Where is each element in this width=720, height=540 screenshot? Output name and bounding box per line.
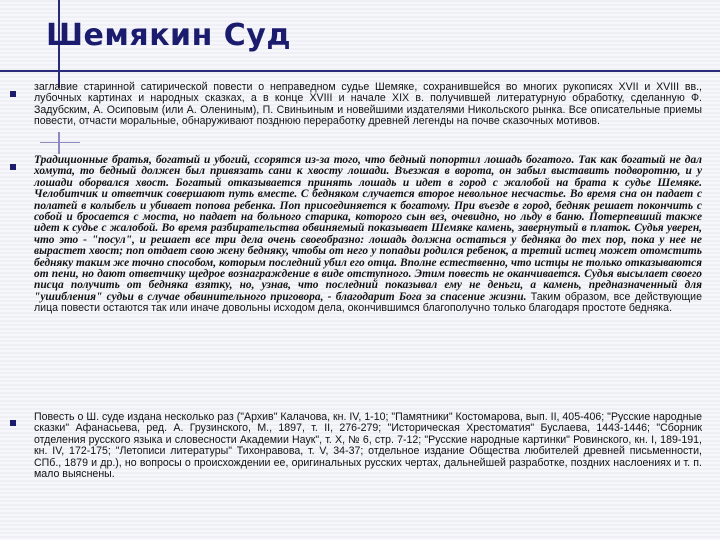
bullet-icon bbox=[10, 420, 16, 426]
vertical-rule-accent bbox=[58, 132, 60, 154]
horizontal-accent bbox=[40, 142, 80, 143]
paragraph-story-plain: Таким образом, все действующие лица повести остаются так или иначе довольны исходом дела, окончившимся благополучно только благодаря простоте бедняка. bbox=[34, 290, 702, 315]
bullet-icon bbox=[10, 91, 16, 97]
paragraph-story-italic: Традиционные братья, богатый и убогий, ссорятся из-за того, что бедный попортил лошадь богатого. Так как богатый не дал хомута, то бедный должен был привязать сани к хвосту лошади. Въезжая в ворота, он забыл выставить подворотню, и у лошади оборвался хвост. Богатый отказывается принять лошадь и идет в город с жалобой на брата к судье Шемяке. Челобитчик и ответчик совершают путь вместе. С бедняком случается второе невольное несчастье. Во время сна он падает с полатей в колыбель и убивает попова ребенка. Поп присоединяется к богатому. При въезде в город, бедняк решает покончить с собой и бросается с моста, но падает на больного старика, которого сын вез, очевидно, но льду в баню. Потерпевший также идет к судье с жалобой. Во время разбирательства обвиняемый показывает Шемяке камень, завернутый в платок. Судья уверен, что это - "посул", и решает все три дела очень своеобразно: лошадь должна остаться у бедняка до тех пор, пока у нее не вырастет хвост; поп отдает свою жену бедняку, чтобы от него у попадьи родился ребенок, а третий истец может отомстить бедняку таким же точно способом, которым последний убил его отца. Вполне естественно, что истцы не только отказываются от пени, но дают ответчику щедрое вознаграждение в виде отступного. Этим повесть не оканчивается. Судья высылает своего писца получить от бедняка взятку, но, узнав, что последний показывал ему не деньги, а камень, предназначенный для "ушибления" судьи в случае обвинительного приговора, - благодарит Бога за спасение жизни. bbox=[34, 154, 702, 303]
horizontal-rule bbox=[0, 70, 720, 72]
bullet-icon bbox=[10, 164, 16, 170]
paragraph-intro-text: заглавие старинной сатирической повести о неправедном судье Шемяке, сохранившейся во многих рукописях XVII и XVIII вв., лубочных картинах и народных сказках, а в конце XVIII и начале XIX в. получившей литературную обработку, сделанную Ф. Задубским, А. Осиповым (или А. Олениным), П. Свиньиным и новейшими издателями Никольского рынка. Все описательные приемы повести, отчасти моральные, обнаруживают позднюю переработку древней легенды на почве сказочных мотивов. bbox=[34, 81, 702, 128]
paragraph-story bbox=[34, 155, 702, 315]
paragraph-editions-text: Повесть о Ш. суде издана несколько раз ("Архив" Калачова, кн. IV, 1-10; "Памятники" Костомарова, вып. II, 405-406; "Русские народные сказки" Афанасьева, ред. А. Грузинского, М., 1897, т. II, 276-279; "Историческая Хрестоматия" Буслаева, 1443-1446; "Сборник отделения русского языка и словесности Академии Наук", т. X, № 6, стр. 7-12; "Русские народные картинки" Ровинского, кн. I, 189-191, кн. IV, 172-175; "Летописи литературы" Тихонравова, т. V, 34-37; отдельное издание Общества любителей древней письменности, СПб., 1879 и др.), но вопросы о происхождении ее, оригинальных русских чертах, дальнейшей разработке, поздних наслоениях и т. п. мало выяснены. bbox=[34, 411, 702, 481]
paragraph-intro bbox=[34, 82, 702, 128]
slide-title: Шемякин Суд bbox=[46, 18, 292, 53]
paragraph-editions bbox=[34, 412, 702, 480]
